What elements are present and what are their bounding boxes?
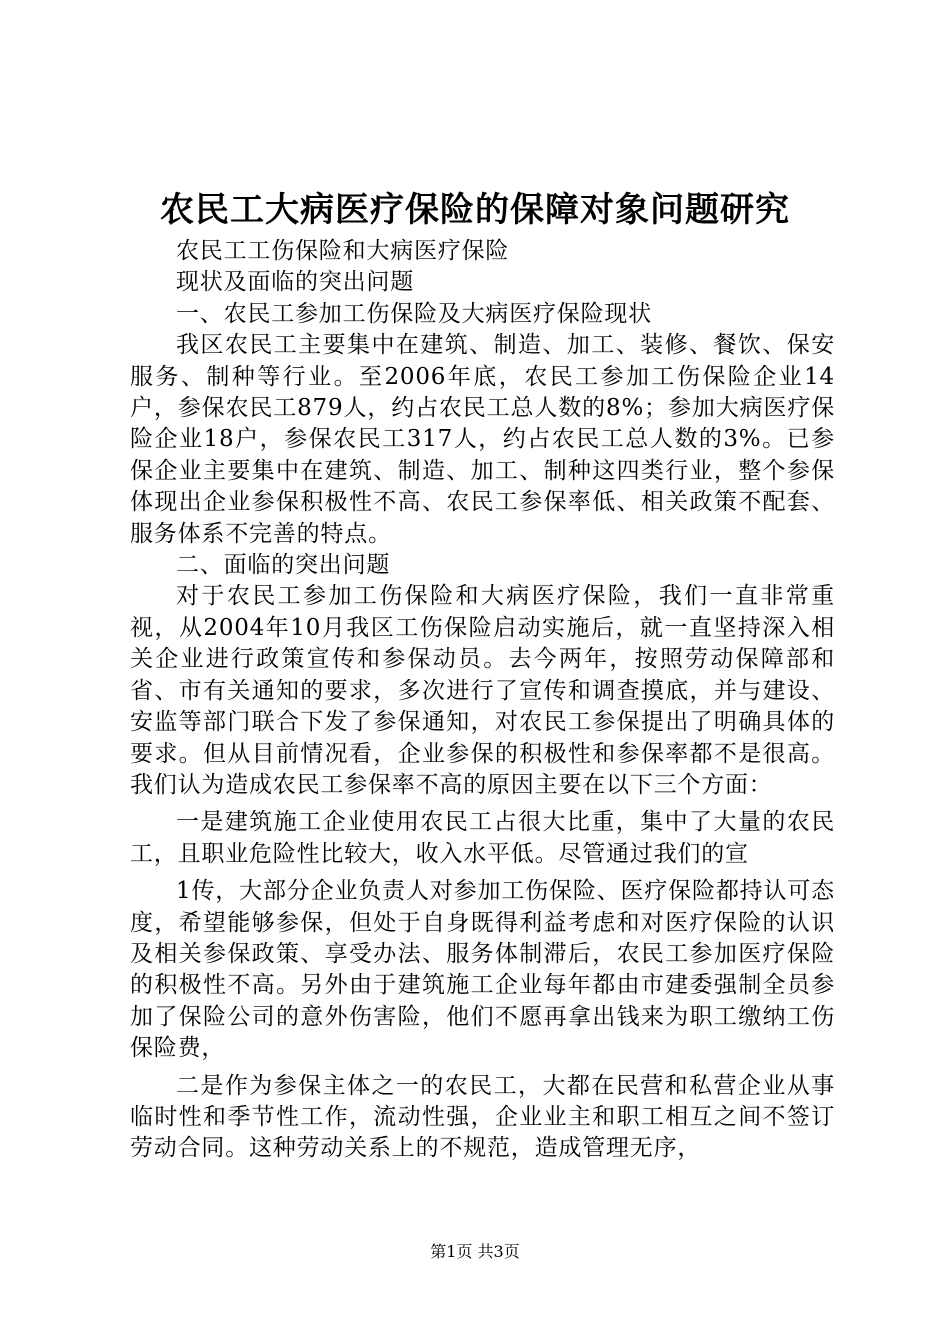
document-body bbox=[130, 236, 835, 1165]
paragraph-reason-2: 二是作为参保主体之一的农民工，大都在民营和私营企业从事临时性和季节性工作，流动性强，企业业主和职工相互之间不签订劳动合同。这种劳动关系上的不规范，造成管理无序， bbox=[130, 1072, 835, 1162]
document-title: 农民工大病医疗保险的保障对象问题研究 bbox=[160, 190, 790, 230]
paragraph-reason-1: 一是建筑施工企业使用农民工占很大比重，集中了大量的农民工，且职业危险性比较大，收入水平低。尽管通过我们的宣 bbox=[130, 809, 835, 867]
paragraph-reason-1-continued: 1传，大部分企业负责人对参加工伤保险、医疗保险都持认可态度，希望能够参保，但处于自身既得利益考虑和对医疗保险的认识及相关参保政策、享受办法、服务体制滞后，农民工参加医疗保险的积极性不高。另外由于建筑施工企业每年都由市建委强制全员参加了保险公司的意外伤害险，他们不愿再拿出钱来为职工缴纳工伤保险费， bbox=[130, 878, 835, 1062]
section-heading-1: 一、农民工参加工伤保险及大病医疗保险现状 bbox=[176, 300, 652, 327]
paragraph-status: 我区农民工主要集中在建筑、制造、加工、装修、餐饮、保安服务、制种等行业。至2006年底，农民工参加工伤保险企业14户，参保农民工879人，约占农民工总人数的8%；参加大病医疗保险企业18户，参保农民工317人，约占农民工总人数的3%。已参保企业主要集中在建筑、制造、加工、制种这四类行业，整个参保体现出企业参保积极性不高、农民工参保率低、相关政策不配套、服务体系不完善的特点。 bbox=[130, 332, 835, 547]
paragraph-subtitle-1: 农民工工伤保险和大病医疗保险 bbox=[176, 238, 510, 264]
page-footer: 第1页 共3页 bbox=[430, 1242, 520, 1261]
section-heading-2: 二、面临的突出问题 bbox=[176, 552, 391, 579]
paragraph-problems-intro: 对于农民工参加工伤保险和大病医疗保险，我们一直非常重视，从2004年10月我区工伤保险启动实施后，就一直坚持深入相关企业进行政策宣传和参保动员。去今两年，按照劳动保障部和省、市有关通知的要求，多次进行了宣传和调查摸底，并与建设、安监等部门联合下发了参保通知，对农民工参保提出了明确具体的要求。但从目前情况看，企业参保的积极性和参保率都不是很高。我们认为造成农民工参保率不高的原因主要在以下三个方面： bbox=[130, 583, 835, 798]
paragraph-subtitle-2: 现状及面临的突出问题 bbox=[176, 269, 414, 296]
